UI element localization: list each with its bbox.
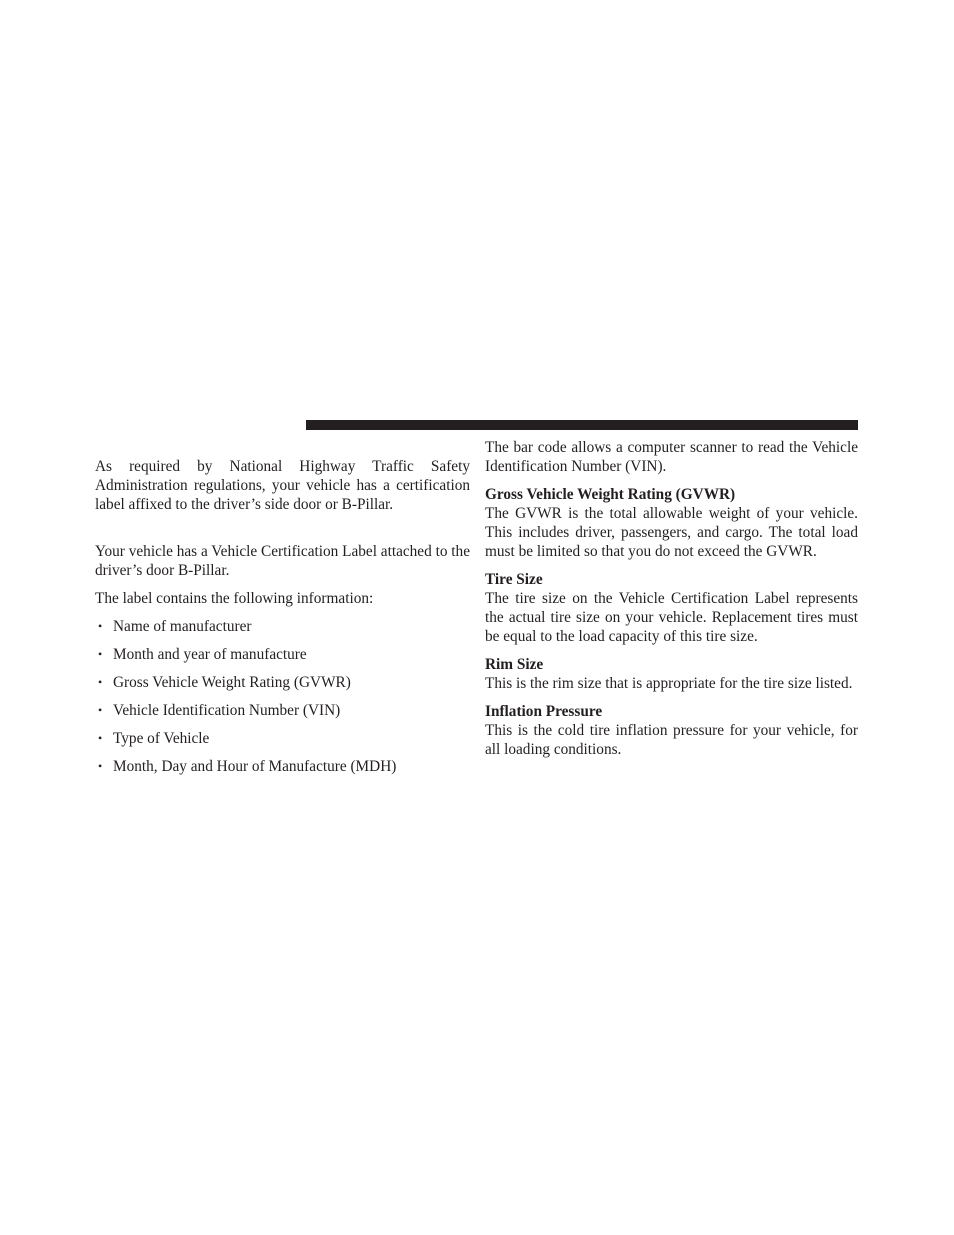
bullet-icon: • [98, 619, 103, 633]
section-rim-size [485, 655, 858, 693]
section-header-rule [306, 420, 858, 430]
section-body: The GVWR is the total allowable weight of your vehicle. This includes driver, passengers, and cargo. The total load must be limited so that you do not exceed the GVWR. [485, 505, 858, 560]
section-body: The tire size on the Vehicle Certification Label represents the actual tire size on your vehicle. Replacement tires must be equal to the load capacity of this tire size. [485, 590, 858, 645]
section-heading: Gross Vehicle Weight Rating (GVWR) [485, 486, 736, 503]
section-body: This is the rim size that is appropriate for the tire size listed. [485, 675, 853, 692]
section-heading: Tire Size [485, 571, 543, 588]
section-heading: Rim Size [485, 656, 544, 673]
intro-paragraph: As required by National Highway Traffic Safety Administration regulations, your vehicle has a certification label affixed to the driver’s side door or B-Pillar. [95, 458, 470, 513]
bullet-icon: • [98, 647, 103, 661]
section-heading: Inflation Pressure [485, 703, 603, 720]
bullet-icon: • [98, 759, 103, 773]
label-location-paragraph: Your vehicle has a Vehicle Certification Label attached to the driver’s door B-Pillar. [95, 543, 470, 579]
label-contents-intro: The label contains the following information: [95, 590, 374, 607]
section-inflation-pressure [485, 702, 858, 759]
section-gvwr [485, 485, 858, 561]
list-item: • Gross Vehicle Weight Rating (GVWR) [98, 674, 351, 691]
bullet-icon: • [98, 675, 103, 689]
label-info-list [95, 617, 470, 776]
right-column [485, 438, 858, 759]
section-tire-size [485, 570, 858, 646]
list-item: • Name of manufacturer [98, 618, 252, 635]
left-column [95, 438, 470, 785]
list-item: • Type of Vehicle [98, 730, 210, 747]
barcode-paragraph: The bar code allows a computer scanner to read the Vehicle Identification Number (VIN). [485, 439, 858, 475]
list-item: • Month, Day and Hour of Manufacture (MDH) [98, 758, 397, 775]
bullet-icon: • [98, 731, 103, 745]
list-item: • Month and year of manufacture [98, 646, 307, 663]
section-body: This is the cold tire inflation pressure for your vehicle, for all loading conditions. [485, 722, 858, 758]
list-item: • Vehicle Identification Number (VIN) [98, 702, 341, 719]
bullet-icon: • [98, 703, 103, 717]
